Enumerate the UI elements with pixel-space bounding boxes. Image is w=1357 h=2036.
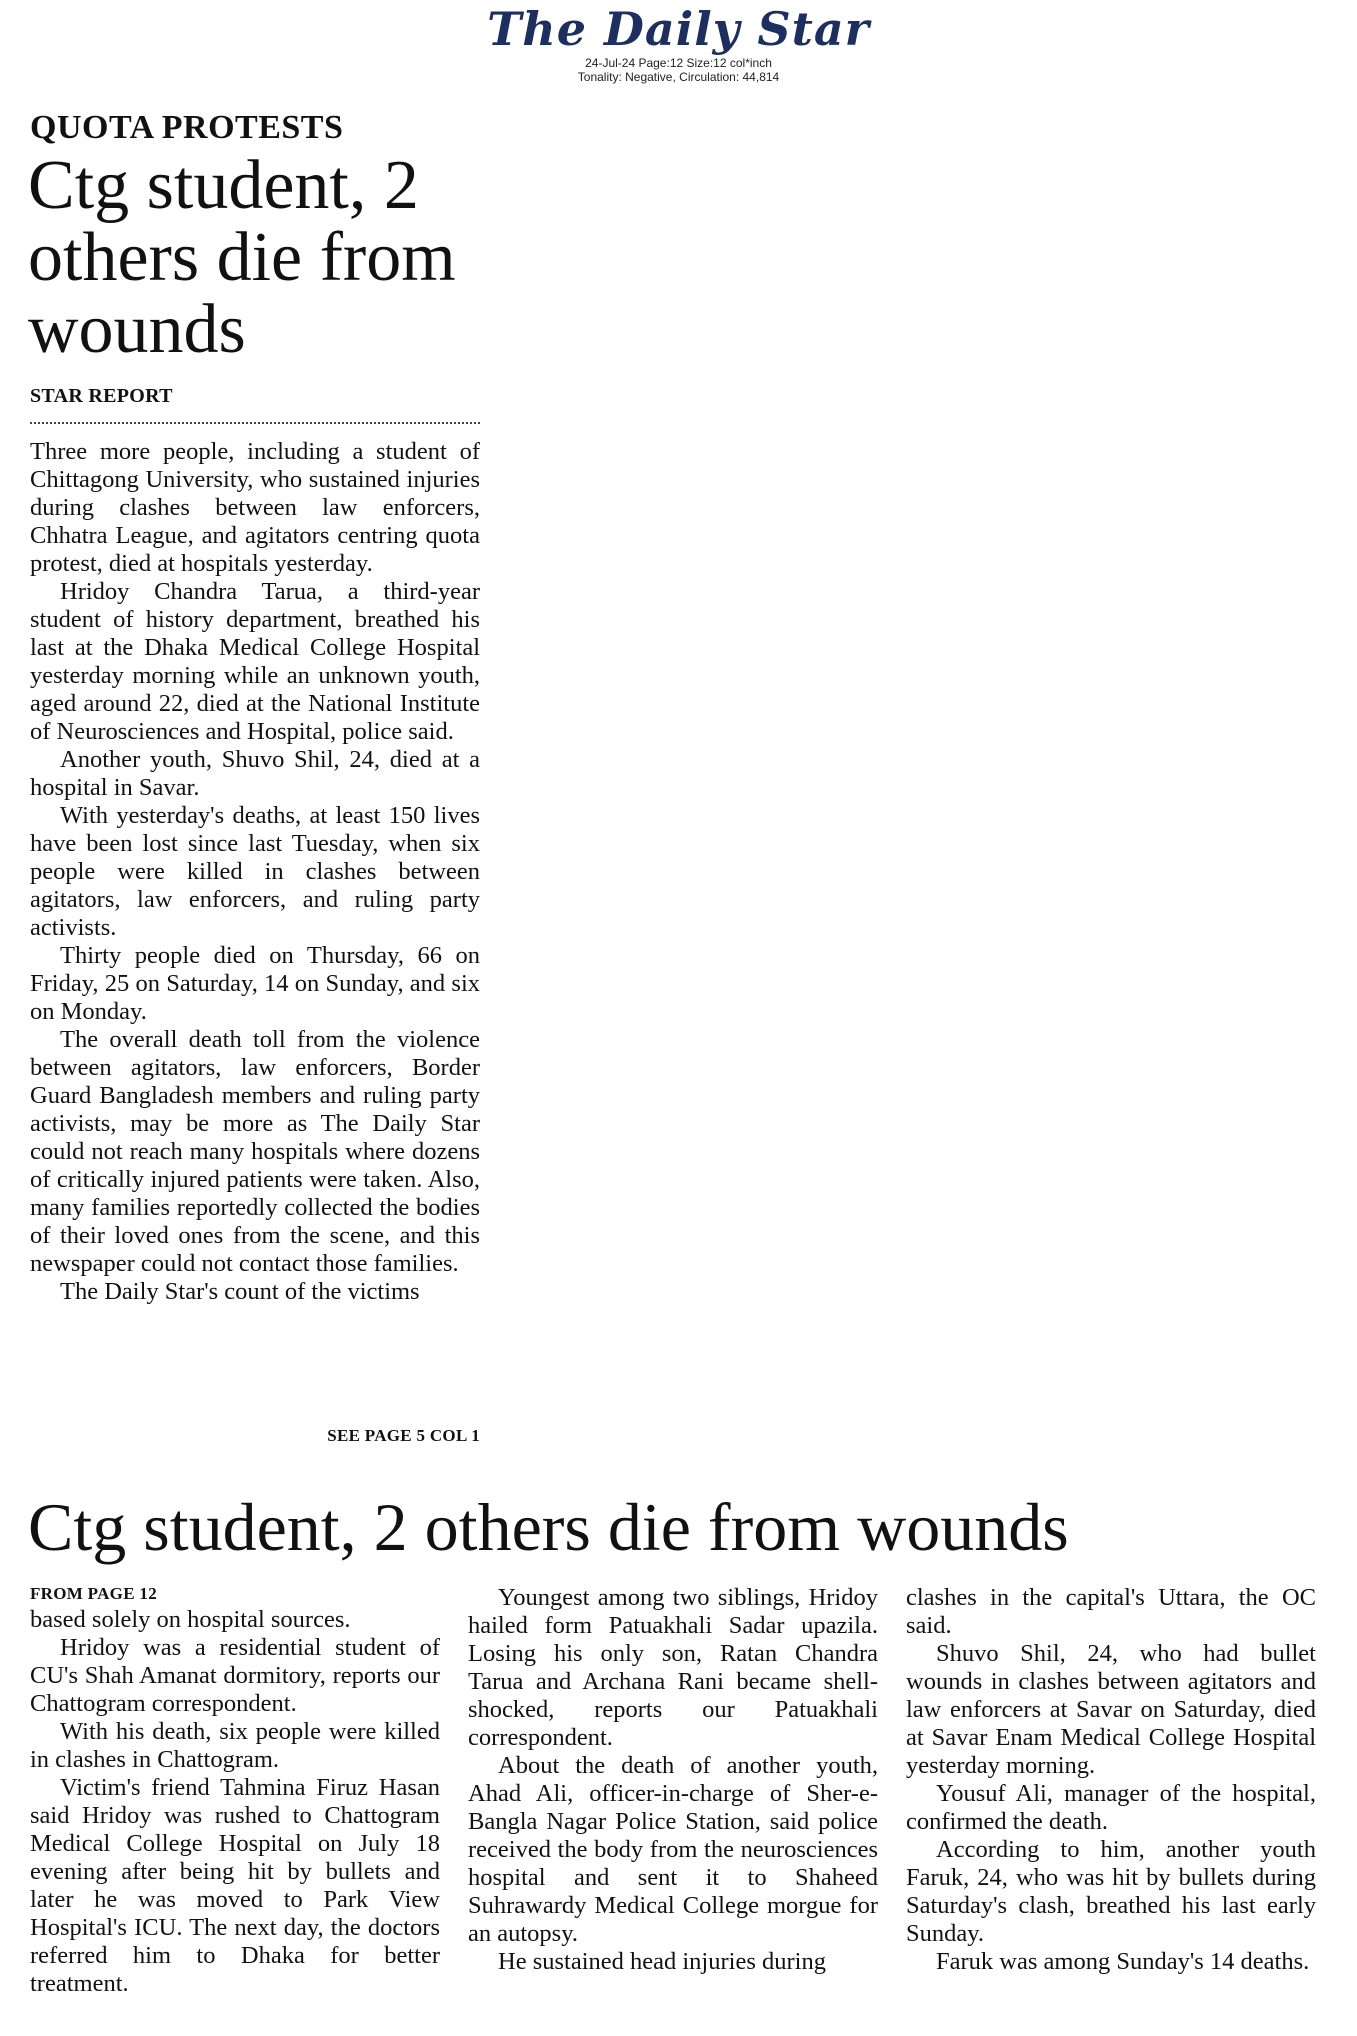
continuation-paragraph: About the death of another youth, Ahad Ali, officer-in-charge of Sher-e-Bangla Nagar Police Station, said police received the body from the neurosciences hospital and sent it to Shaheed Suhrawardy Medical College morgue for an autopsy.	[468, 1752, 878, 1947]
from-page-reference: FROM PAGE 12	[30, 1584, 157, 1603]
clipping-meta-line-2: Tonality: Negative, Circulation: 44,814	[577, 70, 780, 84]
article-kicker: QUOTA PROTESTS	[30, 109, 344, 146]
continuation-paragraph: Youngest among two siblings, Hridoy hailed form Patuakhali Sadar upazila. Losing his only son, Ratan Chandra Tarua and Archana Rani became shell-shocked, reports our Patuakhali correspondent.	[468, 1584, 878, 1751]
article-body	[30, 438, 480, 1306]
continuation-column-3	[906, 1584, 1316, 1976]
article-paragraph: With yesterday's deaths, at least 150 lives have been lost since last Tuesday, when six people were killed in clashes between agitators, law enforcers, and ruling party activists.	[30, 802, 480, 941]
continuation-paragraph: Hridoy was a residential student of CU's Shah Amanat dormitory, reports our Chattogram correspondent.	[30, 1634, 440, 1717]
continuation-paragraph: Faruk was among Sunday's 14 deaths.	[936, 1948, 1310, 1975]
article-paragraph: The Daily Star's count of the victims	[60, 1278, 420, 1305]
article-paragraph: Thirty people died on Thursday, 66 on Friday, 25 on Saturday, 14 on Sunday, and six on Monday.	[30, 942, 480, 1025]
continuation-paragraph: According to him, another youth Faruk, 24, who was hit by bullets during Saturday's clash, breathed his last early Sunday.	[906, 1836, 1316, 1947]
continuation-paragraph: Shuvo Shil, 24, who had bullet wounds in clashes between agitators and law enforcers at Savar on Saturday, died at Savar Enam Medical College Hospital yesterday morning.	[906, 1640, 1316, 1779]
jump-reference: SEE PAGE 5 COL 1	[327, 1426, 480, 1445]
article-paragraph: The overall death toll from the violence between agitators, law enforcers, Border Guard Bangladesh members and ruling party activists, may be more as The Daily Star could not reach many hospitals where dozens of critically injured patients were taken. Also, many families reportedly collected the bodies of their loved ones from the scene, and this newspaper could not contact those families.	[30, 1026, 480, 1277]
continuation-headline: Ctg student, 2 others die from wounds	[28, 1489, 1069, 1565]
article-paragraph: Hridoy Chandra Tarua, a third-year student of history department, breathed his last at the Dhaka Medical College Hospital yesterday morning while an unknown youth, aged around 22, died at the National Institute of Neurosciences and Hospital, police said.	[30, 578, 480, 745]
continuation-paragraph: With his death, six people were killed in clashes in Chattogram.	[30, 1718, 440, 1773]
masthead	[0, 2, 1357, 84]
article-headline: Ctg student, 2 others die from wounds	[28, 147, 456, 368]
continuation-paragraph: He sustained head injuries during	[498, 1948, 826, 1975]
continuation-paragraph: based solely on hospital sources.	[30, 1606, 351, 1633]
continuation-paragraph: Victim's friend Tahmina Firuz Hasan said Hridoy was rushed to Chattogram Medical College Hospital on July 18 evening after being hit by bullets and later he was moved to Park View Hospital's ICU. The next day, the doctors referred him to Dhaka for better treatment.	[30, 1774, 440, 1997]
continuation-column-2	[468, 1584, 878, 1976]
dotted-divider	[30, 422, 480, 424]
continuation-paragraph: clashes in the capital's Uttara, the OC said.	[906, 1584, 1316, 1639]
article-paragraph: Three more people, including a student of Chittagong University, who sustained injuries during clashes between law enforcers, Chhatra League, and agitators centring quota protest, died at hospitals yesterday.	[30, 438, 480, 577]
article-byline: STAR REPORT	[30, 385, 173, 407]
newspaper-logo: The Daily Star	[487, 2, 870, 56]
continuation-column-1	[30, 1606, 440, 1998]
continuation-paragraph: Yousuf Ali, manager of the hospital, confirmed the death.	[906, 1780, 1316, 1835]
article-paragraph: Another youth, Shuvo Shil, 24, died at a hospital in Savar.	[30, 746, 480, 801]
clipping-meta-line-1: 24-Jul-24 Page:12 Size:12 col*inch	[585, 56, 772, 70]
